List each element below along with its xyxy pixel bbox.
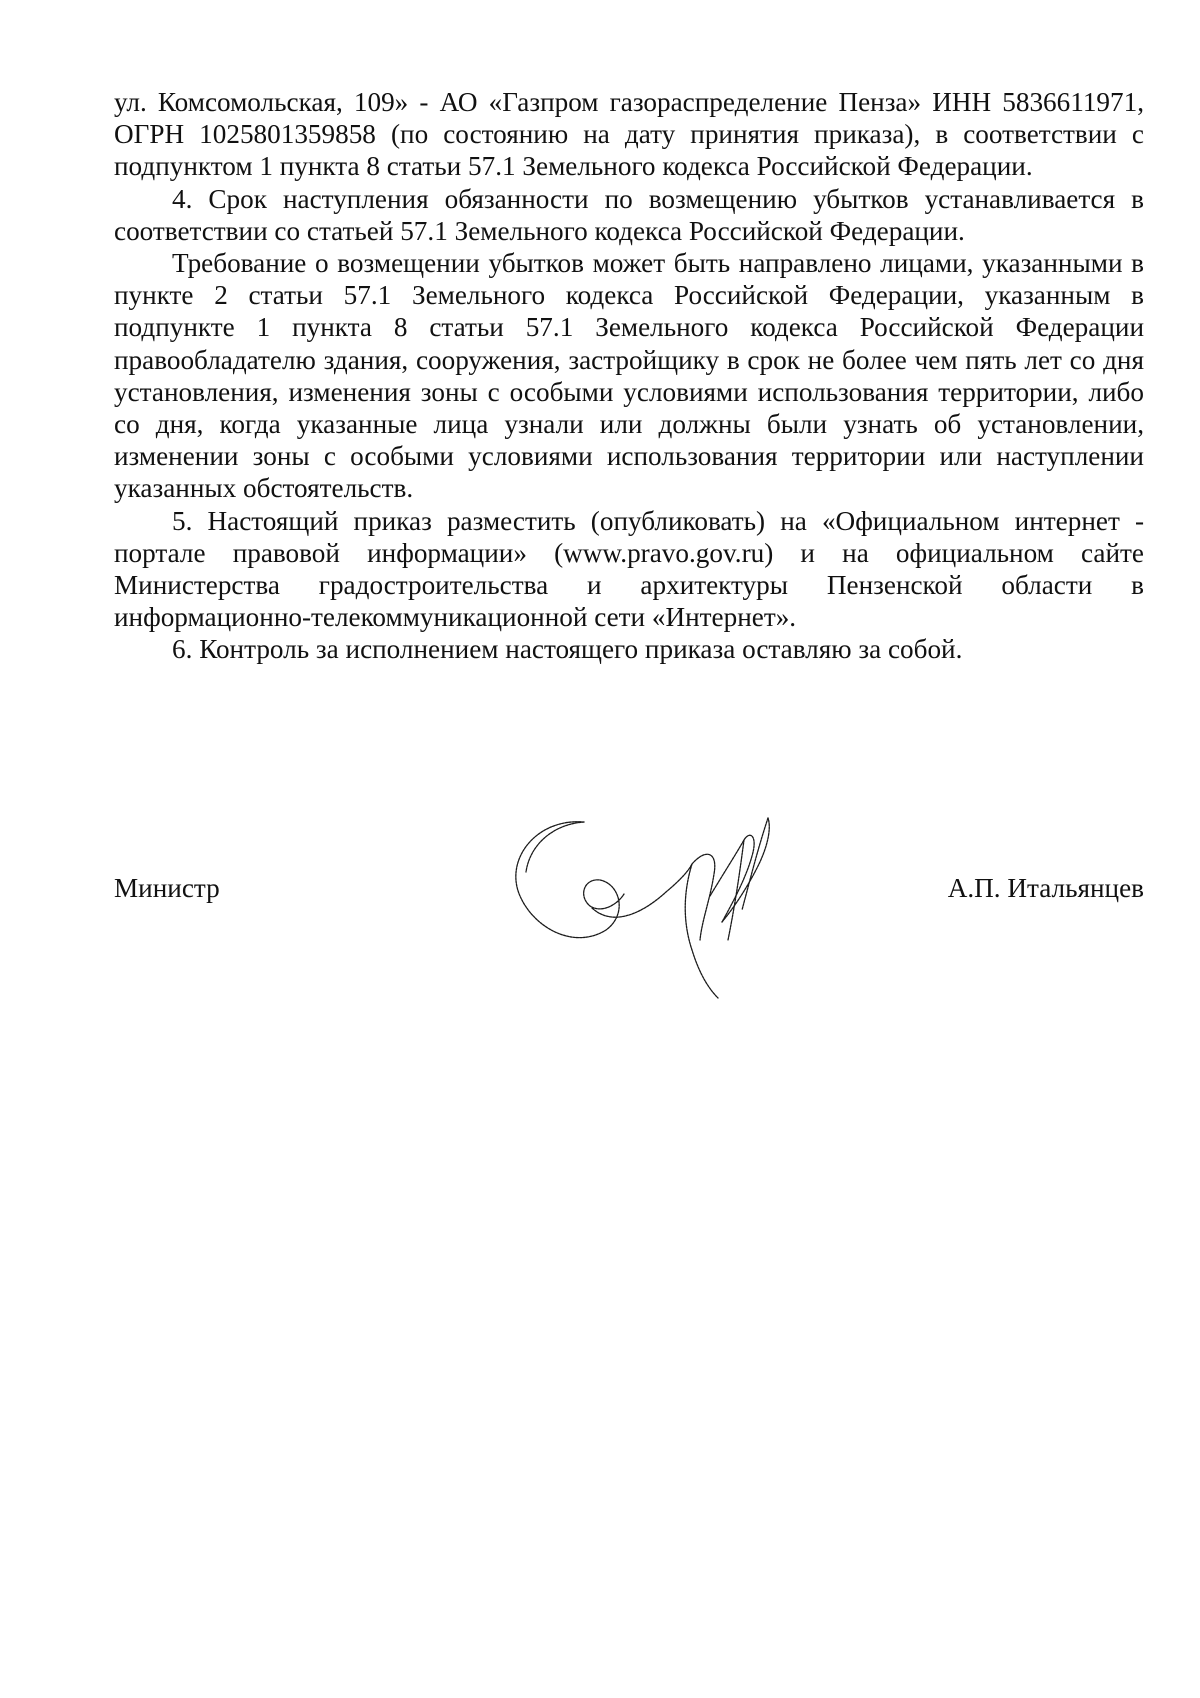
document-body <box>114 86 1144 666</box>
handwritten-signature <box>496 800 796 1000</box>
paragraph-item-6: 6. Контроль за исполнением настоящего приказа оставляю за собой. <box>172 634 963 665</box>
signatory-title: Министр <box>114 873 220 903</box>
signature-block <box>114 800 1144 1000</box>
signatory-name: А.П. Итальянцев <box>947 873 1144 903</box>
paragraph-item-4: 4. Срок наступления обязанности по возмещению убытков устанавливается в соответствии со статьей 57.1 Земельного кодекса Российской Федерации. <box>114 183 1144 246</box>
paragraph-damages-claim: Требование о возмещении убытков может быть направлено лицами, указанными в пункте 2 статьи 57.1 Земельного кодекса Российской Федерации, указанным в подпункте 1 пункта 8 статьи 57.1 Земельного кодекса Российской Федерации правообладателю здания, сооружения, застройщику в срок не более чем пять лет со дня установления, изменения зоны с особыми условиями использования территории, либо со дня, когда указанные лица узнали или должны были узнать об установлении, изменении зоны с особыми условиями использования территории или наступлении указанных обстоятельств. <box>114 248 1144 504</box>
paragraph-continuation: ул. Комсомольская, 109» - АО «Газпром газораспределение Пенза» ИНН 5836611971, ОГРН 1025801359858 (по состоянию на дату принятия приказа), в соответствии с подпунктом 1 пункта 8 статьи 57.1 Земельного кодекса Российской Федерации. <box>114 87 1144 182</box>
paragraph-item-5: 5. Настоящий приказ разместить (опубликовать) на «Официальном интернет - портале правовой информации» (www.pravo.gov.ru) и на официальном сайте Министерства градостроительства и архитектуры Пензенской области в информационно-телекоммуникационной сети «Интернет». <box>114 505 1144 633</box>
